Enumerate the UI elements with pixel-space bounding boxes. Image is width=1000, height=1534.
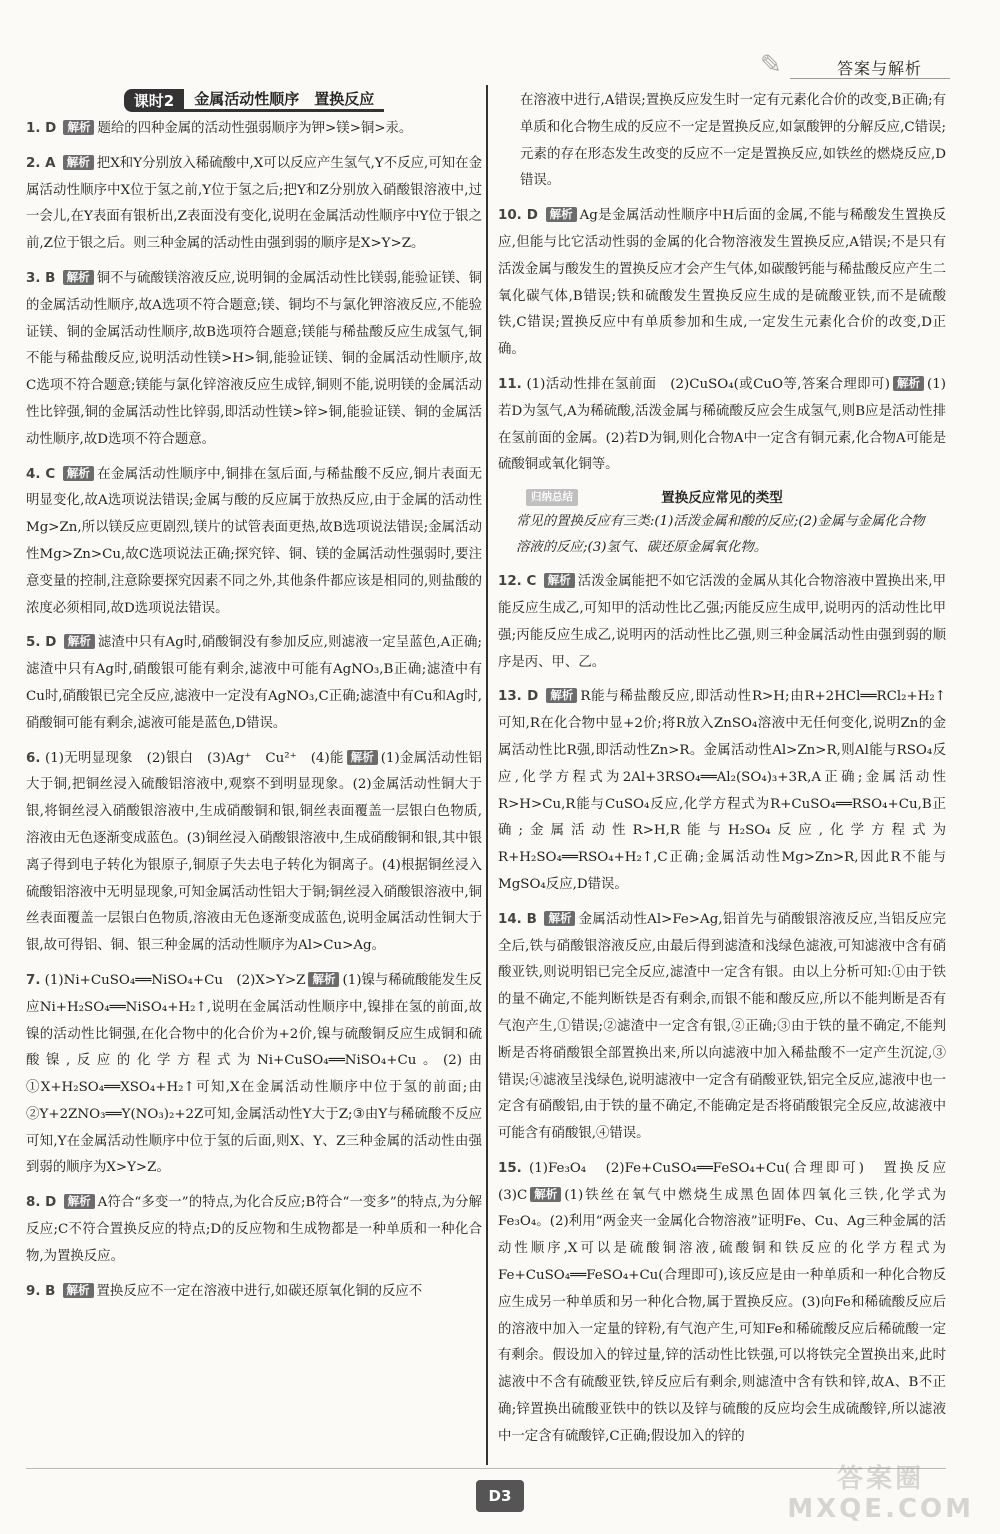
answer-list-right-a — [498, 203, 946, 479]
answer-choice: (1)活动性排在氢前面 (2)CuSO₄(或CuO等,答案合理即可) — [526, 376, 891, 392]
answer-text: 活泼金属能把不如它活泼的金属从其化合物溶液中置换出来,甲能反应生成乙,可知甲的活动性比乙强;丙能反应生成甲,说明丙的活动性比甲强;丙能反应生成乙,说明丙的活动性比乙强,则三种金属活动性由强到弱的顺序是丙、甲、乙。 — [498, 574, 946, 670]
answer-text: Ag是金属活动性顺序中H后面的金属,不能与稀酸发生置换反应,但能与比它活动性弱的金属的化合物溶液发生置换反应,A错误;不是只有活泼金属与酸发生的置换反应才会产生气体,如碳酸钙能与稀盐酸反应产生二氧化碳气体,B错误;铁和硫酸发生置换反应生成的是硫酸亚铁,而不是硫酸铁,C错误;置换反应中有单质参加和生成,一定发生元素化合价的改变,D正确。 — [498, 208, 946, 358]
answer-item — [26, 968, 482, 1182]
summary-box — [498, 487, 946, 509]
answer-item — [26, 630, 482, 737]
header-title: 答案与解析 — [836, 59, 922, 78]
analysis-tag: 解析 — [530, 1187, 561, 1202]
answer-item — [26, 266, 482, 454]
header-rule — [790, 78, 950, 79]
answer-text: 把X和Y分别放入稀硫酸中,X可以反应产生氢气,Y不反应,可知在金属活动性顺序中X位于氢之前,Y位于氢之后;把Y和Z分别放入硝酸银溶液中,过一会儿,在Y表面有银析出,Z表面没有变化,说明在金属活动性顺序中Y位于银之前,Z位于银之后。则三种金属的活动性由强到弱的顺序是X>Y>Z。 — [26, 155, 482, 252]
answer-text: 滤渣中只有Ag时,硝酸铜没有参加反应,则滤液一定呈蓝色,A正确;滤渣中只有Ag时,硝酸银可能有剩余,滤液中可能有AgNO₃,B正确;滤渣中有Cu时,硝酸银已完全反应,滤液中一定没有AgNO₃,C正确;滤渣中有Cu和Ag时,硝酸铜可能有剩余,滤液可能是蓝色,D错误。 — [26, 635, 482, 731]
answer-text: 铜不与硫酸镁溶液反应,说明铜的金属活动性比镁弱,能验证镁、铜的金属活动性顺序,故A选项不符合题意;镁、铜均不与氯化钾溶液反应,不能验证镁、铜的金属活动性顺序,故B选项符合题意;镁能与稀盐酸反应生成氢气,铜不能与稀盐酸反应,说明活动性镁>H>铜,能验证镁、铜的金属活动性顺序,故C选项不符合题意;镁能与氯化锌溶液反应生成锌,铜则不能,说明镁的金属活动性比锌强,铜的金属活动性比锌弱,即活动性镁>锌>铜,能验证镁、铜的金属活动性顺序,故D选项不符合题意。 — [26, 270, 482, 447]
answer-number: 8. D — [26, 1195, 57, 1211]
answer-number: 10. D — [498, 208, 538, 224]
left-column — [26, 88, 482, 1313]
analysis-tag: 解析 — [893, 376, 924, 391]
right-column — [498, 88, 960, 1459]
answer-number: 1. D — [26, 121, 57, 136]
answer-number: 6. — [26, 750, 41, 766]
analysis-tag: 解析 — [544, 911, 575, 926]
answer-item — [498, 1156, 960, 1451]
answer-item — [26, 1279, 482, 1306]
answer-text: A符合“多变一”的特点,为化合反应;B符合“一变多”的特点,为分解反应;C不符合置换反应的特点;D的反应物和生成物都是一种单质和一种化合物,为置换反应。 — [26, 1195, 482, 1264]
analysis-tag: 解析 — [308, 972, 339, 987]
lesson-tag: 课时2 — [124, 89, 184, 112]
column-divider — [486, 85, 488, 1465]
analysis-tag: 解析 — [546, 688, 577, 703]
analysis-tag: 解析 — [63, 155, 94, 170]
answer-text: 在金属活动性顺序中,铜排在氢后面,与稀盐酸不反应,铜片表面无明显变化,故A选项说法错误;金属与酸的反应属于放热反应,由于金属的活动性Mg>Zn,所以镁反应更剧烈,镁片的试管表面更热,故B选项说法错误;金属活动性Mg>Zn>Cu,故C选项说法正确;探究锌、铜、镁的金属活动性强弱时,要注意变量的控制,注意除要探究因素不同之外,其他条件都应该是相同的,则盐酸的浓度必须相同,故D选项说法错误。 — [26, 466, 482, 616]
answer-number: 14. B — [498, 911, 537, 927]
lesson-title: 金属活动性顺序 置换反应 — [184, 88, 384, 112]
watermark — [787, 1464, 974, 1524]
analysis-tag: 解析 — [63, 1283, 94, 1298]
answer-list-left — [26, 116, 482, 1305]
analysis-tag: 解析 — [546, 207, 577, 222]
analysis-tag: 解析 — [544, 573, 575, 588]
answer-choice: (1)Ni+CuSO₄══NiSO₄+Cu (2)X>Y>Z — [44, 972, 306, 988]
summary-title: 置换反应常见的类型 — [661, 490, 783, 507]
analysis-tag: 解析 — [347, 750, 378, 765]
answer-number: 15. — [498, 1160, 522, 1176]
answer-number: 12. C — [498, 574, 537, 590]
analysis-tag: 解析 — [63, 270, 94, 285]
answer-item — [498, 372, 946, 479]
answer-choice: (1)无明显现象 (2)银白 (3)Ag⁺ Cu²⁺ (4)能 — [45, 750, 344, 766]
watermark-line1: 答案圈 — [837, 1464, 925, 1494]
answer-number: 5. D — [26, 635, 57, 651]
answer-number: 7. — [26, 972, 41, 988]
answer-number: 3. B — [26, 270, 56, 286]
answer-number: 2. A — [26, 155, 56, 171]
answer-number: 9. B — [26, 1283, 56, 1299]
lesson-heading — [26, 88, 482, 112]
answer-number: 13. D — [498, 689, 539, 705]
answer-text: R能与稀盐酸反应,即活动性R>H;由R+2HCl══RCl₂+H₂↑可知,R在化合物中显+2价;将R放入ZnSO₄溶液中无任何变化,说明Zn的金属活动性比R强,即活动性Zn>R。金属活动性Al>Zn>R,则Al能与RSO₄反应,化学方程式为2Al+3RSO₄══Al₂(SO₄)₃+3R,A正确;金属活动性R>H>Cu,R能与CuSO₄反应,化学方程式为R+CuSO₄══RSO₄+Cu,B正确;金属活动性R>H,R能与H₂SO₄反应,化学方程式为R+H₂SO₄══RSO₄+H₂↑,C正确;金属活动性Mg>Zn>R,因此R不能与MgSO₄反应,D错误。 — [498, 689, 946, 892]
answer-number: 4. C — [26, 466, 56, 482]
watermark-line2: MXQE.COM — [787, 1494, 974, 1524]
analysis-tag: 解析 — [64, 1194, 95, 1209]
answer-item — [26, 116, 482, 143]
decoration-icon: ✎ — [760, 50, 782, 80]
answer-text: (1)铁丝在氧气中燃烧生成黑色固体四氧化三铁,化学式为Fe₃O₄。(2)利用“两金夹一金属化合物溶液”证明Fe、Cu、Ag三种金属的活动性顺序,X可以是硫酸铜溶液,硫酸铜和铁反应的化学方程式为Fe+CuSO₄══FeSO₄+Cu(合理即可),该反应是由一种单质和一种化合物反应生成另一种单质和另一种化合物,属于置换反应。(3)向Fe和稀硫酸反应后的溶液中加入一定量的锌粉,有气泡产生,可知Fe和稀硫酸反应后稀硫酸一定有剩余。假设加入的锌过量,锌的活动性比铁强,可以将铁完全置换出来,此时滤液中不含有硫酸亚铁,锌反应后有剩余,则滤渣中含有铁和锌,故A、B不正确;锌置换出硫酸亚铁中的铁以及锌与硫酸的反应均会生成硫酸锌,所以滤液中一定含有硫酸锌,C正确;假设加入的锌的 — [498, 1187, 946, 1444]
answer-item — [498, 684, 946, 898]
analysis-tag: 解析 — [64, 634, 95, 649]
answer-item — [26, 1190, 482, 1270]
answer-text: (1)若D为氢气,A为稀硫酸,活泼金属与稀硫酸反应会生成氢气,则B应是活动性排在氢前面的金属。(2)若D为铜,则化合物A中一定含有铜元素,化合物A可能是硫酸铜或氧化铜等。 — [498, 376, 946, 473]
answer-list-right-b — [498, 569, 960, 1451]
answer-item — [498, 907, 946, 1148]
answer-number: 11. — [498, 376, 522, 392]
answer-item — [498, 203, 946, 364]
summary-text: 常见的置换反应有三类:(1)活泼金属和酸的反应;(2)金属与金属化合物溶液的反应;(3)氢气、碳还原金属氧化物。 — [516, 514, 925, 556]
answer-item — [498, 569, 946, 676]
answer-text: 金属活动性Al>Fe>Ag,铝首先与硝酸银溶液反应,当铝反应完全后,铁与硝酸银溶液反应,由最后得到滤渣和浅绿色滤液,可知滤液中含有硝酸亚铁,则说明铝已完全反应,滤渣中一定含有银。由以上分析可知:①由于铁的量不确定,不能判断铁是否有剩余,而银不能和酸反应,所以不能判断是否有气泡产生,①错误;②滤渣中一定含有银,②正确;③由于铁的量不确定,不能判断是否将硝酸银全部置换出来,所以向滤液中加入稀盐酸不一定产生沉淀,③错误;④滤液呈浅绿色,说明滤液中一定含有硝酸亚铁,铝完全反应,滤液中也一定含有硝酸铝,由于铁的量不确定,不能确定是否将硝酸银完全反应,故滤液中可能含有硝酸银,④错误。 — [498, 911, 946, 1142]
answer-text: 置换反应不一定在溶液中进行,如碳还原氧化铜的反应不 — [96, 1283, 423, 1299]
answer-continuation: 在溶液中进行,A错误;置换反应发生时一定有元素化合价的改变,B正确;有单质和化合物生成的反应不一定是置换反应,如氯酸钾的分解反应,C错误;元素的存在形态发生改变的反应不一定是置换反应,如铁丝的燃烧反应,D错误。 — [520, 93, 946, 189]
summary-badge: 归纳总结 — [526, 489, 578, 506]
answer-text: (1)金属活动性铝大于铜,把铜丝浸入硫酸铝溶液中,观察不到明显现象。(2)金属活动性铜大于银,将铜丝浸入硝酸银溶液中,生成硝酸铜和银,铜丝表面覆盖一层银白色物质,溶液由无色逐渐变成蓝色。(3)铜丝浸入硝酸银溶液中,生成硝酸铜和银,其中银离子得到电子转化为银原子,铜原子失去电子转化为铜离子。(4)根据铜丝浸入硫酸铝溶液中无明显现象,可知金属活动性铝大于铜;铜丝浸入硝酸银溶液中,铜丝表面覆盖一层银白色物质,溶液由无色逐渐变成蓝色,说明金属活动性铜大于银,故可得铝、铜、银三种金属的活动性顺序为Al>Cu>Ag。 — [26, 750, 483, 954]
answer-text: (1)镍与稀硫酸能发生反应Ni+H₂SO₄══NiSO₄+H₂↑,说明在金属活动性顺序中,镍排在氢的前面,故镍的活动性比铜强,在化合物中的化合价为+2价,镍与硫酸铜反应生成铜和硫酸镍,反应的化学方程式为Ni+CuSO₄══NiSO₄+Cu。(2)由①X+H₂SO₄══XSO₄+H₂↑可知,X在金属活动性顺序中位于氢的前面;由②Y+2ZNO₃══Y(NO₃)₂+2Z可知,金属活动性Y大于Z;③由Y与稀硫酸不反应可知,Y在金属活动性顺序中位于氢的后面,则X、Y、Z三种金属的活动性由强到弱的顺序为X>Y>Z。 — [26, 972, 482, 1176]
analysis-tag: 解析 — [63, 466, 94, 481]
answer-item — [26, 151, 482, 258]
answer-item — [26, 746, 482, 960]
analysis-tag: 解析 — [63, 120, 94, 135]
page-number: D3 — [476, 1480, 524, 1512]
answer-item — [26, 462, 482, 623]
answer-choice: (1)Fe₃O₄ (2)Fe+CuSO₄══FeSO₄+Cu(合理即可) 置换反应 (3)C — [498, 1160, 960, 1203]
answer-text: 题给的四种金属的活动性强弱顺序为钾>镁>铜>汞。 — [97, 121, 413, 136]
